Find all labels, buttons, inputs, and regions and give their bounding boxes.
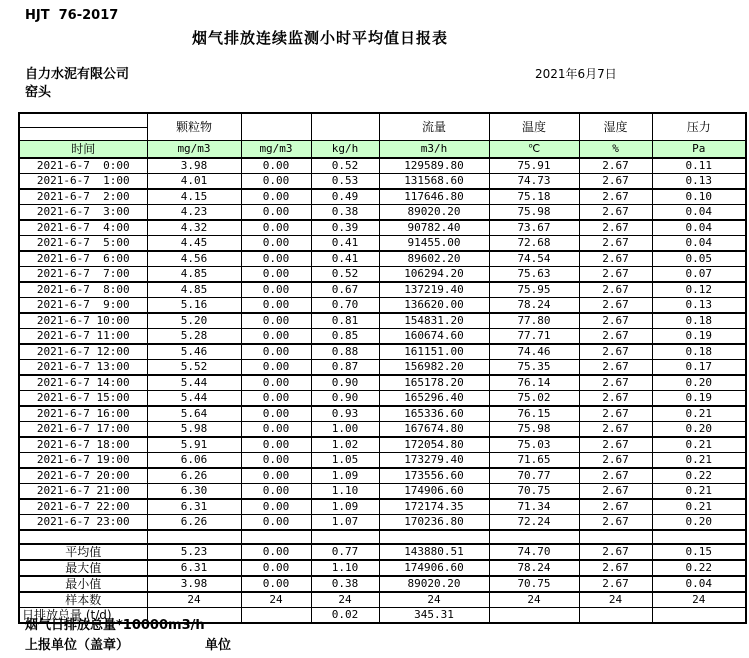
header-blank-col3 <box>241 113 311 141</box>
value-cell: 5.20 <box>147 313 241 329</box>
value-cell: 71.34 <box>489 499 579 515</box>
value-cell: 0.00 <box>241 468 311 484</box>
value-cell: 0.21 <box>652 484 746 500</box>
value-cell: 6.30 <box>147 484 241 500</box>
value-cell: 2.67 <box>579 220 652 236</box>
value-cell: 4.15 <box>147 189 241 205</box>
value-cell: 2.67 <box>579 515 652 531</box>
value-cell: 172054.80 <box>379 437 489 453</box>
footer-unit-label: 单位 <box>205 638 232 653</box>
value-cell: 75.35 <box>489 360 579 376</box>
value-cell: 1.05 <box>311 453 379 469</box>
value-cell: 75.91 <box>489 158 579 174</box>
value-cell: 0.19 <box>652 391 746 407</box>
summary-value: 2.67 <box>579 576 652 592</box>
table-row <box>19 329 746 345</box>
header-time: 时间 <box>19 141 147 159</box>
value-cell: 2.67 <box>579 344 652 360</box>
value-cell: 174906.60 <box>379 484 489 500</box>
summary-label: 样本数 <box>19 592 147 608</box>
value-cell: 5.16 <box>147 298 241 314</box>
footer-note: 烟气日排放总量*10000m3/h <box>25 618 205 633</box>
value-cell: 5.64 <box>147 406 241 422</box>
value-cell: 0.13 <box>652 174 746 190</box>
value-cell: 0.00 <box>241 236 311 252</box>
empty-cell <box>19 530 147 544</box>
value-cell: 0.04 <box>652 205 746 221</box>
time-cell: 2021-6-7 13:00 <box>19 360 147 376</box>
station-name: 窑头 <box>25 85 52 100</box>
summary-row <box>19 592 746 608</box>
value-cell: 0.00 <box>241 158 311 174</box>
value-cell: 0.87 <box>311 360 379 376</box>
value-cell: 75.02 <box>489 391 579 407</box>
summary-label: 最大值 <box>19 560 147 576</box>
value-cell: 0.11 <box>652 158 746 174</box>
table-row <box>19 391 746 407</box>
value-cell: 5.44 <box>147 391 241 407</box>
value-cell: 2.67 <box>579 313 652 329</box>
value-cell: 77.80 <box>489 313 579 329</box>
table-row <box>19 220 746 236</box>
header-temperature: 温度 <box>489 113 579 141</box>
table-row <box>19 267 746 283</box>
summary-value: 5.23 <box>147 544 241 560</box>
summary-value: 174906.60 <box>379 560 489 576</box>
value-cell: 76.14 <box>489 375 579 391</box>
value-cell: 2.67 <box>579 251 652 267</box>
summary-value: 24 <box>379 592 489 608</box>
value-cell: 129589.80 <box>379 158 489 174</box>
summary-value: 0.15 <box>652 544 746 560</box>
summary-row <box>19 544 746 560</box>
value-cell: 2.67 <box>579 174 652 190</box>
value-cell: 4.56 <box>147 251 241 267</box>
value-cell: 71.65 <box>489 453 579 469</box>
value-cell: 165336.60 <box>379 406 489 422</box>
value-cell: 0.22 <box>652 468 746 484</box>
value-cell: 2.67 <box>579 468 652 484</box>
table-row <box>19 468 746 484</box>
time-cell: 2021-6-7 4:00 <box>19 220 147 236</box>
summary-value: 24 <box>489 592 579 608</box>
value-cell: 72.68 <box>489 236 579 252</box>
value-cell: 1.10 <box>311 484 379 500</box>
summary-value <box>241 608 311 624</box>
value-cell: 1.09 <box>311 468 379 484</box>
summary-value: 70.75 <box>489 576 579 592</box>
empty-cell <box>311 530 379 544</box>
unit-pa: Pa <box>652 141 746 159</box>
value-cell: 0.39 <box>311 220 379 236</box>
value-cell: 106294.20 <box>379 267 489 283</box>
value-cell: 160674.60 <box>379 329 489 345</box>
value-cell: 91455.00 <box>379 236 489 252</box>
value-cell: 0.19 <box>652 329 746 345</box>
value-cell: 136620.00 <box>379 298 489 314</box>
value-cell: 4.32 <box>147 220 241 236</box>
time-cell: 2021-6-7 17:00 <box>19 422 147 438</box>
value-cell: 2.67 <box>579 406 652 422</box>
value-cell: 0.38 <box>311 205 379 221</box>
value-cell: 0.04 <box>652 220 746 236</box>
value-cell: 0.00 <box>241 484 311 500</box>
value-cell: 6.06 <box>147 453 241 469</box>
summary-value: 24 <box>579 592 652 608</box>
time-cell: 2021-6-7 0:00 <box>19 158 147 174</box>
value-cell: 5.44 <box>147 375 241 391</box>
monitoring-table <box>18 112 747 624</box>
value-cell: 2.67 <box>579 422 652 438</box>
empty-cell <box>579 530 652 544</box>
summary-value: 6.31 <box>147 560 241 576</box>
value-cell: 70.77 <box>489 468 579 484</box>
table-row <box>19 437 746 453</box>
value-cell: 0.00 <box>241 282 311 298</box>
time-cell: 2021-6-7 11:00 <box>19 329 147 345</box>
value-cell: 156982.20 <box>379 360 489 376</box>
value-cell: 117646.80 <box>379 189 489 205</box>
value-cell: 2.67 <box>579 236 652 252</box>
value-cell: 72.24 <box>489 515 579 531</box>
value-cell: 5.91 <box>147 437 241 453</box>
time-cell: 2021-6-7 8:00 <box>19 282 147 298</box>
value-cell: 75.95 <box>489 282 579 298</box>
value-cell: 0.53 <box>311 174 379 190</box>
table-row <box>19 484 746 500</box>
header-pressure: 压力 <box>652 113 746 141</box>
time-cell: 2021-6-7 7:00 <box>19 267 147 283</box>
summary-value: 78.24 <box>489 560 579 576</box>
value-cell: 0.21 <box>652 499 746 515</box>
summary-value: 89020.20 <box>379 576 489 592</box>
table-row <box>19 282 746 298</box>
value-cell: 154831.20 <box>379 313 489 329</box>
table-row <box>19 313 746 329</box>
value-cell: 4.85 <box>147 267 241 283</box>
value-cell: 70.75 <box>489 484 579 500</box>
value-cell: 0.13 <box>652 298 746 314</box>
value-cell: 0.88 <box>311 344 379 360</box>
summary-label: 最小值 <box>19 576 147 592</box>
time-cell: 2021-6-7 5:00 <box>19 236 147 252</box>
value-cell: 0.12 <box>652 282 746 298</box>
value-cell: 172174.35 <box>379 499 489 515</box>
summary-value: 345.31 <box>379 608 489 624</box>
summary-value: 0.02 <box>311 608 379 624</box>
value-cell: 0.00 <box>241 329 311 345</box>
table-header <box>19 113 746 158</box>
value-cell: 2.67 <box>579 329 652 345</box>
value-cell: 0.00 <box>241 205 311 221</box>
value-cell: 2.67 <box>579 205 652 221</box>
summary-row <box>19 560 746 576</box>
unit-kgh: kg/h <box>311 141 379 159</box>
value-cell: 0.00 <box>241 251 311 267</box>
footer-report-unit-label: 上报单位（盖章） <box>25 638 130 653</box>
value-cell: 0.00 <box>241 189 311 205</box>
time-cell: 2021-6-7 2:00 <box>19 189 147 205</box>
value-cell: 173556.60 <box>379 468 489 484</box>
summary-value: 24 <box>652 592 746 608</box>
value-cell: 0.00 <box>241 313 311 329</box>
header-flow: 流量 <box>379 113 489 141</box>
empty-cell <box>489 530 579 544</box>
value-cell: 5.98 <box>147 422 241 438</box>
header-blank-bottom <box>19 127 147 141</box>
value-cell: 3.98 <box>147 158 241 174</box>
value-cell: 1.00 <box>311 422 379 438</box>
empty-cell <box>241 530 311 544</box>
value-cell: 0.10 <box>652 189 746 205</box>
time-cell: 2021-6-7 20:00 <box>19 468 147 484</box>
time-cell: 2021-6-7 12:00 <box>19 344 147 360</box>
value-cell: 89020.20 <box>379 205 489 221</box>
value-cell: 0.49 <box>311 189 379 205</box>
value-cell: 2.67 <box>579 158 652 174</box>
value-cell: 0.00 <box>241 499 311 515</box>
value-cell: 2.67 <box>579 453 652 469</box>
value-cell: 0.00 <box>241 422 311 438</box>
value-cell: 77.71 <box>489 329 579 345</box>
value-cell: 0.21 <box>652 437 746 453</box>
value-cell: 137219.40 <box>379 282 489 298</box>
value-cell: 0.00 <box>241 174 311 190</box>
value-cell: 0.90 <box>311 375 379 391</box>
table-row <box>19 344 746 360</box>
time-cell: 2021-6-7 10:00 <box>19 313 147 329</box>
value-cell: 90782.40 <box>379 220 489 236</box>
value-cell: 2.67 <box>579 391 652 407</box>
table-row <box>19 499 746 515</box>
value-cell: 0.67 <box>311 282 379 298</box>
summary-value <box>579 608 652 624</box>
table-row <box>19 174 746 190</box>
value-cell: 0.00 <box>241 220 311 236</box>
value-cell: 2.67 <box>579 267 652 283</box>
summary-value: 0.22 <box>652 560 746 576</box>
value-cell: 0.00 <box>241 360 311 376</box>
value-cell: 0.00 <box>241 515 311 531</box>
value-cell: 75.98 <box>489 205 579 221</box>
value-cell: 0.20 <box>652 422 746 438</box>
unit-mgm3-1: mg/m3 <box>147 141 241 159</box>
summary-label: 日排放总量 (t/d) <box>19 608 147 624</box>
value-cell: 0.17 <box>652 360 746 376</box>
value-cell: 4.23 <box>147 205 241 221</box>
unit-m3h: m3/h <box>379 141 489 159</box>
value-cell: 0.20 <box>652 375 746 391</box>
value-cell: 1.07 <box>311 515 379 531</box>
empty-cell <box>379 530 489 544</box>
value-cell: 0.00 <box>241 267 311 283</box>
spacer-row <box>19 530 746 544</box>
value-cell: 4.45 <box>147 236 241 252</box>
header-particulate: 颗粒物 <box>147 113 241 141</box>
table-row <box>19 298 746 314</box>
value-cell: 161151.00 <box>379 344 489 360</box>
value-cell: 0.04 <box>652 236 746 252</box>
summary-value: 24 <box>241 592 311 608</box>
value-cell: 165178.20 <box>379 375 489 391</box>
value-cell: 78.24 <box>489 298 579 314</box>
group-header-row <box>19 113 746 127</box>
time-cell: 2021-6-7 6:00 <box>19 251 147 267</box>
value-cell: 74.54 <box>489 251 579 267</box>
summary-value: 0.04 <box>652 576 746 592</box>
value-cell: 0.18 <box>652 313 746 329</box>
value-cell: 165296.40 <box>379 391 489 407</box>
company-name: 自力水泥有限公司 <box>25 67 130 82</box>
value-cell: 4.85 <box>147 282 241 298</box>
summary-value: 0.38 <box>311 576 379 592</box>
summary-value: 24 <box>311 592 379 608</box>
value-cell: 0.41 <box>311 236 379 252</box>
value-cell: 0.52 <box>311 267 379 283</box>
time-cell: 2021-6-7 23:00 <box>19 515 147 531</box>
table-row <box>19 422 746 438</box>
value-cell: 4.01 <box>147 174 241 190</box>
time-cell: 2021-6-7 21:00 <box>19 484 147 500</box>
value-cell: 75.63 <box>489 267 579 283</box>
time-cell: 2021-6-7 18:00 <box>19 437 147 453</box>
table-row <box>19 205 746 221</box>
value-cell: 2.67 <box>579 360 652 376</box>
table-row <box>19 189 746 205</box>
summary-value: 0.77 <box>311 544 379 560</box>
empty-cell <box>652 530 746 544</box>
value-cell: 73.67 <box>489 220 579 236</box>
table-row <box>19 251 746 267</box>
value-cell: 76.15 <box>489 406 579 422</box>
summary-value: 2.67 <box>579 560 652 576</box>
unit-celsius: ℃ <box>489 141 579 159</box>
empty-cell <box>147 530 241 544</box>
time-cell: 2021-6-7 15:00 <box>19 391 147 407</box>
unit-percent: % <box>579 141 652 159</box>
value-cell: 75.18 <box>489 189 579 205</box>
summary-value: 143880.51 <box>379 544 489 560</box>
time-cell: 2021-6-7 19:00 <box>19 453 147 469</box>
time-cell: 2021-6-7 14:00 <box>19 375 147 391</box>
table-row <box>19 453 746 469</box>
value-cell: 131568.60 <box>379 174 489 190</box>
value-cell: 0.85 <box>311 329 379 345</box>
time-cell: 2021-6-7 16:00 <box>19 406 147 422</box>
data-table <box>18 112 747 624</box>
value-cell: 0.00 <box>241 453 311 469</box>
header-blank-col4 <box>311 113 379 141</box>
value-cell: 75.03 <box>489 437 579 453</box>
time-cell: 2021-6-7 9:00 <box>19 298 147 314</box>
value-cell: 2.67 <box>579 437 652 453</box>
value-cell: 74.46 <box>489 344 579 360</box>
value-cell: 0.07 <box>652 267 746 283</box>
table-row <box>19 375 746 391</box>
data-rows <box>19 158 746 623</box>
summary-value: 2.67 <box>579 544 652 560</box>
summary-value: 0.00 <box>241 576 311 592</box>
summary-value: 24 <box>147 592 241 608</box>
unit-header-row <box>19 141 746 159</box>
standard-code: HJT 76-2017 <box>25 8 119 23</box>
value-cell: 0.00 <box>241 344 311 360</box>
header-humidity: 湿度 <box>579 113 652 141</box>
value-cell: 0.21 <box>652 453 746 469</box>
value-cell: 2.67 <box>579 484 652 500</box>
value-cell: 89602.20 <box>379 251 489 267</box>
summary-value: 1.10 <box>311 560 379 576</box>
summary-value: 74.70 <box>489 544 579 560</box>
value-cell: 2.67 <box>579 189 652 205</box>
table-row <box>19 158 746 174</box>
value-cell: 6.31 <box>147 499 241 515</box>
value-cell: 167674.80 <box>379 422 489 438</box>
value-cell: 0.52 <box>311 158 379 174</box>
value-cell: 0.00 <box>241 375 311 391</box>
value-cell: 0.00 <box>241 406 311 422</box>
summary-value: 0.00 <box>241 544 311 560</box>
table-row <box>19 360 746 376</box>
value-cell: 75.98 <box>489 422 579 438</box>
summary-value <box>652 608 746 624</box>
value-cell: 0.93 <box>311 406 379 422</box>
value-cell: 0.90 <box>311 391 379 407</box>
time-cell: 2021-6-7 22:00 <box>19 499 147 515</box>
value-cell: 0.21 <box>652 406 746 422</box>
value-cell: 0.81 <box>311 313 379 329</box>
value-cell: 0.18 <box>652 344 746 360</box>
value-cell: 173279.40 <box>379 453 489 469</box>
header-blank-top <box>19 113 147 127</box>
value-cell: 5.52 <box>147 360 241 376</box>
value-cell: 0.05 <box>652 251 746 267</box>
time-cell: 2021-6-7 1:00 <box>19 174 147 190</box>
value-cell: 0.00 <box>241 437 311 453</box>
value-cell: 1.02 <box>311 437 379 453</box>
value-cell: 0.00 <box>241 298 311 314</box>
summary-value: 0.00 <box>241 560 311 576</box>
value-cell: 2.67 <box>579 375 652 391</box>
time-cell: 2021-6-7 3:00 <box>19 205 147 221</box>
report-date: 2021年6月7日 <box>535 67 617 81</box>
value-cell: 1.09 <box>311 499 379 515</box>
summary-value: 3.98 <box>147 576 241 592</box>
value-cell: 5.28 <box>147 329 241 345</box>
unit-mgm3-2: mg/m3 <box>241 141 311 159</box>
summary-row <box>19 576 746 592</box>
value-cell: 170236.80 <box>379 515 489 531</box>
value-cell: 5.46 <box>147 344 241 360</box>
value-cell: 2.67 <box>579 282 652 298</box>
page-title: 烟气排放连续监测小时平均值日报表 <box>191 29 448 47</box>
value-cell: 0.00 <box>241 391 311 407</box>
value-cell: 74.73 <box>489 174 579 190</box>
value-cell: 0.41 <box>311 251 379 267</box>
value-cell: 0.70 <box>311 298 379 314</box>
summary-value <box>489 608 579 624</box>
table-row <box>19 515 746 531</box>
value-cell: 6.26 <box>147 515 241 531</box>
value-cell: 0.20 <box>652 515 746 531</box>
value-cell: 2.67 <box>579 298 652 314</box>
summary-label: 平均值 <box>19 544 147 560</box>
table-row <box>19 406 746 422</box>
table-row <box>19 236 746 252</box>
value-cell: 6.26 <box>147 468 241 484</box>
value-cell: 2.67 <box>579 499 652 515</box>
